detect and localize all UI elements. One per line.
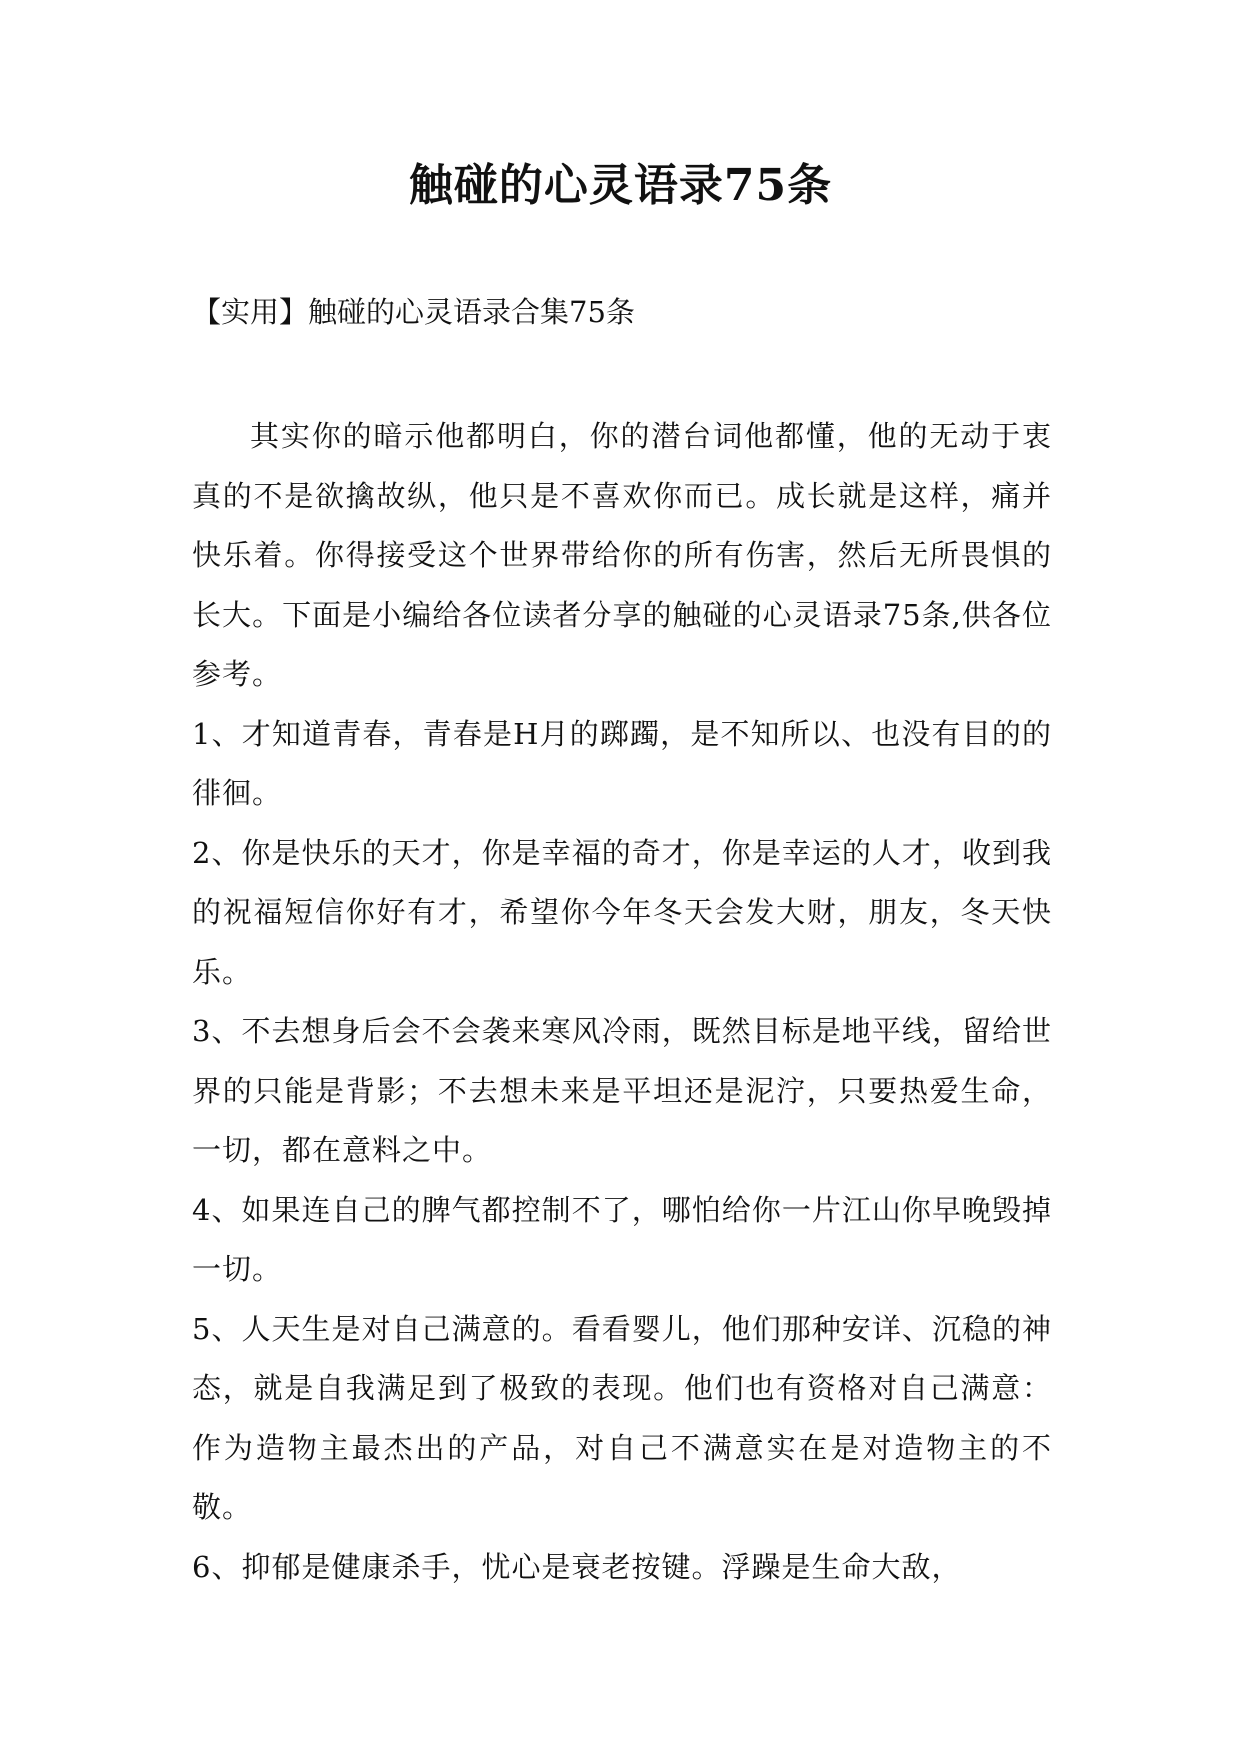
quote-item-6: 6、抑郁是健康杀手，忧心是衰老按键。浮躁是生命大敌， xyxy=(192,1549,962,1584)
document-body xyxy=(192,407,1052,1597)
quote-item-5: 5、人天生是对自己满意的。看看婴儿，他们那种安详、沉稳的神态，就是自我满足到了极致的表现。他们也有资格对自己满意：作为造物主最杰出的产品，对自己不满意实在是对造物主的不敬。 xyxy=(192,1311,1052,1524)
page-title: 触碰的心灵语录75条 xyxy=(408,160,833,211)
document-subtitle: 【实用】触碰的心灵语录合集75条 xyxy=(192,295,635,329)
intro-paragraph: 其实你的暗示他都明白，你的潜台词他都懂，他的无动于衷真的不是欲擒故纵，他只是不喜欢你而已。成长就是这样，痛并快乐着。你得接受这个世界带给你的所有伤害，然后无所畏惧的长大。下面是小编给各位读者分享的触碰的心灵语录75条,供各位参考。 xyxy=(192,419,1052,691)
quote-item-3: 3、不去想身后会不会袭来寒风冷雨，既然目标是地平线，留给世界的只能是背影；不去想未来是平坦还是泥泞，只要热爱生命，一切，都在意料之中。 xyxy=(192,1014,1052,1167)
quote-item-1: 1、才知道青春，青春是H月的踯躅，是不知所以、也没有目的的徘徊。 xyxy=(192,716,1052,810)
quote-item-2: 2、你是快乐的天才，你是幸福的奇才，你是幸运的人才，收到我的祝福短信你好有才，希望你今年冬天会发大财，朋友，冬天快乐。 xyxy=(192,835,1052,989)
quote-item-4: 4、如果连自己的脾气都控制不了，哪怕给你一片江山你早晚毁掉一切。 xyxy=(192,1192,1052,1286)
